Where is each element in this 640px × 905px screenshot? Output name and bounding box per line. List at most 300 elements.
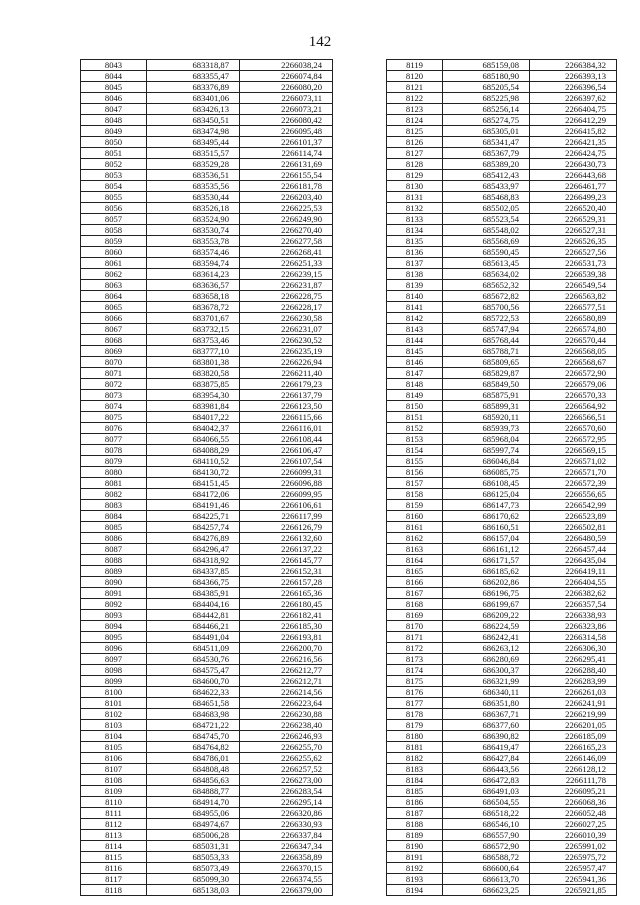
x-coordinate-cell: 684856,63 <box>147 775 240 786</box>
table-row <box>387 819 617 830</box>
y-coordinate-cell: 2266572,95 <box>530 434 617 445</box>
point-number-cell: 8152 <box>387 423 443 434</box>
table-row <box>81 687 333 698</box>
table-row <box>387 566 617 577</box>
x-coordinate-cell: 684786,01 <box>147 753 240 764</box>
point-number-cell: 8079 <box>81 456 147 467</box>
point-number-cell: 8088 <box>81 555 147 566</box>
x-coordinate-cell: 683594,74 <box>147 258 240 269</box>
x-coordinate-cell: 685590,45 <box>443 247 530 258</box>
point-number-cell: 8164 <box>387 555 443 566</box>
x-coordinate-cell: 683401,06 <box>147 93 240 104</box>
table-row <box>387 500 617 511</box>
point-number-cell: 8045 <box>81 82 147 93</box>
point-number-cell: 8121 <box>387 82 443 93</box>
point-number-cell: 8113 <box>81 830 147 841</box>
y-coordinate-cell: 2266201,05 <box>530 720 617 731</box>
point-number-cell: 8153 <box>387 434 443 445</box>
x-coordinate-cell: 684491,04 <box>147 632 240 643</box>
x-coordinate-cell: 684337,85 <box>147 566 240 577</box>
y-coordinate-cell: 2266577,51 <box>530 302 617 313</box>
y-coordinate-cell: 2266073,11 <box>240 93 333 104</box>
point-number-cell: 8173 <box>387 654 443 665</box>
x-coordinate-cell: 683529,28 <box>147 159 240 170</box>
y-coordinate-cell: 2266080,42 <box>240 115 333 126</box>
point-number-cell: 8093 <box>81 610 147 621</box>
x-coordinate-cell: 684366,75 <box>147 577 240 588</box>
y-coordinate-cell: 2266114,74 <box>240 148 333 159</box>
x-coordinate-cell: 683526,18 <box>147 203 240 214</box>
table-row <box>81 302 333 313</box>
y-coordinate-cell: 2266323,86 <box>530 621 617 632</box>
table-row <box>81 841 333 852</box>
point-number-cell: 8148 <box>387 379 443 390</box>
table-row <box>81 324 333 335</box>
y-coordinate-cell: 2266393,13 <box>530 71 617 82</box>
table-row <box>81 247 333 258</box>
x-coordinate-cell: 685920,11 <box>443 412 530 423</box>
x-coordinate-cell: 684225,71 <box>147 511 240 522</box>
y-coordinate-cell: 2266182,41 <box>240 610 333 621</box>
point-number-cell: 8064 <box>81 291 147 302</box>
table-row <box>387 423 617 434</box>
y-coordinate-cell: 2266421,35 <box>530 137 617 148</box>
x-coordinate-cell: 684442,81 <box>147 610 240 621</box>
table-row <box>387 313 617 324</box>
table-row <box>81 467 333 478</box>
table-row <box>81 236 333 247</box>
point-number-cell: 8184 <box>387 775 443 786</box>
table-row <box>81 731 333 742</box>
point-number-cell: 8176 <box>387 687 443 698</box>
y-coordinate-cell: 2266568,67 <box>530 357 617 368</box>
point-number-cell: 8105 <box>81 742 147 753</box>
table-row <box>81 830 333 841</box>
table-row <box>81 852 333 863</box>
point-number-cell: 8091 <box>81 588 147 599</box>
point-number-cell: 8174 <box>387 665 443 676</box>
table-row <box>387 225 617 236</box>
x-coordinate-cell: 686263,12 <box>443 643 530 654</box>
table-row <box>387 324 617 335</box>
x-coordinate-cell: 686427,84 <box>443 753 530 764</box>
y-coordinate-cell: 2266099,31 <box>240 467 333 478</box>
table-row <box>81 588 333 599</box>
point-number-cell: 8127 <box>387 148 443 159</box>
y-coordinate-cell: 2266068,36 <box>530 797 617 808</box>
table-row <box>387 126 617 137</box>
y-coordinate-cell: 2266181,78 <box>240 181 333 192</box>
table-row <box>81 269 333 280</box>
y-coordinate-cell: 2266073,21 <box>240 104 333 115</box>
point-number-cell: 8178 <box>387 709 443 720</box>
point-number-cell: 8177 <box>387 698 443 709</box>
point-number-cell: 8102 <box>81 709 147 720</box>
y-coordinate-cell: 2265957,47 <box>530 863 617 874</box>
x-coordinate-cell: 684088,29 <box>147 445 240 456</box>
x-coordinate-cell: 686147,73 <box>443 500 530 511</box>
table-row <box>387 71 617 82</box>
y-coordinate-cell: 2266520,40 <box>530 203 617 214</box>
table-row <box>387 181 617 192</box>
point-number-cell: 8145 <box>387 346 443 357</box>
y-coordinate-cell: 2266255,70 <box>240 742 333 753</box>
table-row <box>387 258 617 269</box>
table-row <box>387 720 617 731</box>
point-number-cell: 8162 <box>387 533 443 544</box>
x-coordinate-cell: 686224,59 <box>443 621 530 632</box>
y-coordinate-cell: 2266101,37 <box>240 137 333 148</box>
point-number-cell: 8053 <box>81 170 147 181</box>
coordinates-table-right-body <box>387 60 617 896</box>
y-coordinate-cell: 2266382,62 <box>530 588 617 599</box>
table-row <box>81 434 333 445</box>
x-coordinate-cell: 683530,74 <box>147 225 240 236</box>
y-coordinate-cell: 2266314,58 <box>530 632 617 643</box>
y-coordinate-cell: 2266095,48 <box>240 126 333 137</box>
x-coordinate-cell: 686157,04 <box>443 533 530 544</box>
x-coordinate-cell: 683318,87 <box>147 60 240 71</box>
y-coordinate-cell: 2266223,64 <box>240 698 333 709</box>
x-coordinate-cell: 685205,54 <box>443 82 530 93</box>
y-coordinate-cell: 2266397,62 <box>530 93 617 104</box>
point-number-cell: 8066 <box>81 313 147 324</box>
point-number-cell: 8054 <box>81 181 147 192</box>
x-coordinate-cell: 683801,38 <box>147 357 240 368</box>
point-number-cell: 8095 <box>81 632 147 643</box>
table-row <box>387 390 617 401</box>
y-coordinate-cell: 2266415,82 <box>530 126 617 137</box>
table-row <box>81 555 333 566</box>
x-coordinate-cell: 685256,14 <box>443 104 530 115</box>
table-row <box>81 335 333 346</box>
table-row <box>81 192 333 203</box>
point-number-cell: 8081 <box>81 478 147 489</box>
table-row <box>387 379 617 390</box>
x-coordinate-cell: 685073,49 <box>147 863 240 874</box>
table-row <box>387 863 617 874</box>
x-coordinate-cell: 686504,55 <box>443 797 530 808</box>
x-coordinate-cell: 684257,74 <box>147 522 240 533</box>
point-number-cell: 8115 <box>81 852 147 863</box>
point-number-cell: 8057 <box>81 214 147 225</box>
point-number-cell: 8130 <box>387 181 443 192</box>
point-number-cell: 8111 <box>81 808 147 819</box>
y-coordinate-cell: 2266074,84 <box>240 71 333 82</box>
table-row <box>81 137 333 148</box>
table-row <box>387 687 617 698</box>
y-coordinate-cell: 2266358,89 <box>240 852 333 863</box>
x-coordinate-cell: 683524,90 <box>147 214 240 225</box>
y-coordinate-cell: 2266246,93 <box>240 731 333 742</box>
point-number-cell: 8157 <box>387 478 443 489</box>
point-number-cell: 8187 <box>387 808 443 819</box>
x-coordinate-cell: 684683,98 <box>147 709 240 720</box>
y-coordinate-cell: 2266225,53 <box>240 203 333 214</box>
y-coordinate-cell: 2266570,44 <box>530 335 617 346</box>
coordinates-table-left-body <box>81 60 333 896</box>
table-row <box>81 797 333 808</box>
x-coordinate-cell: 683658,18 <box>147 291 240 302</box>
x-coordinate-cell: 686160,51 <box>443 522 530 533</box>
x-coordinate-cell: 683636,57 <box>147 280 240 291</box>
x-coordinate-cell: 683553,78 <box>147 236 240 247</box>
x-coordinate-cell: 685099,30 <box>147 874 240 885</box>
y-coordinate-cell: 2266080,20 <box>240 82 333 93</box>
y-coordinate-cell: 2266572,90 <box>530 368 617 379</box>
y-coordinate-cell: 2266568,05 <box>530 346 617 357</box>
y-coordinate-cell: 2266152,31 <box>240 566 333 577</box>
point-number-cell: 8099 <box>81 676 147 687</box>
table-row <box>81 456 333 467</box>
y-coordinate-cell: 2266131,69 <box>240 159 333 170</box>
x-coordinate-cell: 683954,30 <box>147 390 240 401</box>
y-coordinate-cell: 2266095,21 <box>530 786 617 797</box>
point-number-cell: 8194 <box>387 885 443 896</box>
y-coordinate-cell: 2266193,81 <box>240 632 333 643</box>
x-coordinate-cell: 686367,71 <box>443 709 530 720</box>
x-coordinate-cell: 685031,31 <box>147 841 240 852</box>
table-row <box>387 357 617 368</box>
table-row <box>387 522 617 533</box>
point-number-cell: 8087 <box>81 544 147 555</box>
point-number-cell: 8150 <box>387 401 443 412</box>
y-coordinate-cell: 2266564,92 <box>530 401 617 412</box>
y-coordinate-cell: 2266430,73 <box>530 159 617 170</box>
point-number-cell: 8106 <box>81 753 147 764</box>
page-number: 142 <box>308 34 332 50</box>
point-number-cell: 8107 <box>81 764 147 775</box>
table-row <box>81 412 333 423</box>
x-coordinate-cell: 683732,15 <box>147 324 240 335</box>
table-row <box>81 511 333 522</box>
y-coordinate-cell: 2266526,35 <box>530 236 617 247</box>
table-row <box>81 225 333 236</box>
y-coordinate-cell: 2266424,75 <box>530 148 617 159</box>
y-coordinate-cell: 2266570,33 <box>530 390 617 401</box>
x-coordinate-cell: 685548,02 <box>443 225 530 236</box>
table-row <box>81 874 333 885</box>
x-coordinate-cell: 683536,51 <box>147 170 240 181</box>
y-coordinate-cell: 2266137,22 <box>240 544 333 555</box>
x-coordinate-cell: 686572,90 <box>443 841 530 852</box>
table-row <box>387 104 617 115</box>
table-row <box>81 709 333 720</box>
y-coordinate-cell: 2266226,94 <box>240 357 333 368</box>
point-number-cell: 8084 <box>81 511 147 522</box>
point-number-cell: 8089 <box>81 566 147 577</box>
x-coordinate-cell: 683753,46 <box>147 335 240 346</box>
table-row <box>387 60 617 71</box>
y-coordinate-cell: 2266231,87 <box>240 280 333 291</box>
table-row <box>81 280 333 291</box>
y-coordinate-cell: 2266230,52 <box>240 335 333 346</box>
point-number-cell: 8070 <box>81 357 147 368</box>
table-row <box>387 544 617 555</box>
y-coordinate-cell: 2266330,93 <box>240 819 333 830</box>
point-number-cell: 8072 <box>81 379 147 390</box>
point-number-cell: 8160 <box>387 511 443 522</box>
x-coordinate-cell: 684296,47 <box>147 544 240 555</box>
y-coordinate-cell: 2265991,02 <box>530 841 617 852</box>
point-number-cell: 8101 <box>81 698 147 709</box>
point-number-cell: 8133 <box>387 214 443 225</box>
y-coordinate-cell: 2265975,72 <box>530 852 617 863</box>
y-coordinate-cell: 2266216,56 <box>240 654 333 665</box>
table-row <box>81 610 333 621</box>
point-number-cell: 8118 <box>81 885 147 896</box>
table-row <box>387 621 617 632</box>
x-coordinate-cell: 685899,31 <box>443 401 530 412</box>
x-coordinate-cell: 684318,92 <box>147 555 240 566</box>
x-coordinate-cell: 683376,89 <box>147 82 240 93</box>
point-number-cell: 8166 <box>387 577 443 588</box>
point-number-cell: 8128 <box>387 159 443 170</box>
y-coordinate-cell: 2266200,70 <box>240 643 333 654</box>
table-row <box>387 192 617 203</box>
table-row <box>81 808 333 819</box>
table-row <box>387 214 617 225</box>
x-coordinate-cell: 686300,37 <box>443 665 530 676</box>
point-number-cell: 8135 <box>387 236 443 247</box>
y-coordinate-cell: 2266228,75 <box>240 291 333 302</box>
point-number-cell: 8151 <box>387 412 443 423</box>
point-number-cell: 8083 <box>81 500 147 511</box>
point-number-cell: 8180 <box>387 731 443 742</box>
x-coordinate-cell: 683981,84 <box>147 401 240 412</box>
table-row <box>387 775 617 786</box>
y-coordinate-cell: 2266571,02 <box>530 456 617 467</box>
point-number-cell: 8191 <box>387 852 443 863</box>
point-number-cell: 8109 <box>81 786 147 797</box>
table-row <box>387 610 617 621</box>
point-number-cell: 8117 <box>81 874 147 885</box>
y-coordinate-cell: 2266230,88 <box>240 709 333 720</box>
point-number-cell: 8158 <box>387 489 443 500</box>
table-row <box>387 489 617 500</box>
table-row <box>81 181 333 192</box>
y-coordinate-cell: 2266230,58 <box>240 313 333 324</box>
table-row <box>81 203 333 214</box>
y-coordinate-cell: 2266106,47 <box>240 445 333 456</box>
table-row <box>387 280 617 291</box>
y-coordinate-cell: 2266502,81 <box>530 522 617 533</box>
table-row <box>81 379 333 390</box>
table-row <box>81 665 333 676</box>
point-number-cell: 8124 <box>387 115 443 126</box>
y-coordinate-cell: 2266499,23 <box>530 192 617 203</box>
point-number-cell: 8142 <box>387 313 443 324</box>
x-coordinate-cell: 686472,83 <box>443 775 530 786</box>
table-row <box>81 533 333 544</box>
table-row <box>81 720 333 731</box>
point-number-cell: 8071 <box>81 368 147 379</box>
point-number-cell: 8049 <box>81 126 147 137</box>
table-row <box>81 214 333 225</box>
y-coordinate-cell: 2266579,06 <box>530 379 617 390</box>
table-row <box>81 654 333 665</box>
table-row <box>387 170 617 181</box>
table-row <box>387 665 617 676</box>
point-number-cell: 8125 <box>387 126 443 137</box>
point-number-cell: 8097 <box>81 654 147 665</box>
table-row <box>387 346 617 357</box>
point-number-cell: 8076 <box>81 423 147 434</box>
point-number-cell: 8065 <box>81 302 147 313</box>
y-coordinate-cell: 2266563,82 <box>530 291 617 302</box>
x-coordinate-cell: 686046,84 <box>443 456 530 467</box>
table-row <box>81 115 333 126</box>
point-number-cell: 8143 <box>387 324 443 335</box>
point-number-cell: 8082 <box>81 489 147 500</box>
y-coordinate-cell: 2266107,54 <box>240 456 333 467</box>
table-row <box>81 775 333 786</box>
y-coordinate-cell: 2266257,52 <box>240 764 333 775</box>
table-row <box>387 841 617 852</box>
table-row <box>387 555 617 566</box>
y-coordinate-cell: 2266288,40 <box>530 665 617 676</box>
y-coordinate-cell: 2266145,77 <box>240 555 333 566</box>
table-row <box>81 522 333 533</box>
point-number-cell: 8110 <box>81 797 147 808</box>
point-number-cell: 8188 <box>387 819 443 830</box>
point-number-cell: 8175 <box>387 676 443 687</box>
table-row <box>387 709 617 720</box>
x-coordinate-cell: 685568,69 <box>443 236 530 247</box>
x-coordinate-cell: 686199,67 <box>443 599 530 610</box>
point-number-cell: 8092 <box>81 599 147 610</box>
y-coordinate-cell: 2266165,36 <box>240 588 333 599</box>
point-number-cell: 8059 <box>81 236 147 247</box>
table-row <box>81 159 333 170</box>
point-number-cell: 8163 <box>387 544 443 555</box>
table-row <box>81 258 333 269</box>
y-coordinate-cell: 2266146,09 <box>530 753 617 764</box>
y-coordinate-cell: 2266273,00 <box>240 775 333 786</box>
y-coordinate-cell: 2266531,73 <box>530 258 617 269</box>
x-coordinate-cell: 685225,98 <box>443 93 530 104</box>
y-coordinate-cell: 2266295,14 <box>240 797 333 808</box>
point-number-cell: 8056 <box>81 203 147 214</box>
table-row <box>81 390 333 401</box>
table-row <box>81 577 333 588</box>
point-number-cell: 8189 <box>387 830 443 841</box>
x-coordinate-cell: 685700,56 <box>443 302 530 313</box>
x-coordinate-cell: 683530,44 <box>147 192 240 203</box>
x-coordinate-cell: 685672,82 <box>443 291 530 302</box>
x-coordinate-cell: 683875,85 <box>147 379 240 390</box>
table-row <box>387 742 617 753</box>
y-coordinate-cell: 2265941,36 <box>530 874 617 885</box>
table-row <box>387 830 617 841</box>
y-coordinate-cell: 2266283,54 <box>240 786 333 797</box>
table-row <box>387 368 617 379</box>
x-coordinate-cell: 686623,25 <box>443 885 530 896</box>
y-coordinate-cell: 2266212,71 <box>240 676 333 687</box>
x-coordinate-cell: 684276,89 <box>147 533 240 544</box>
y-coordinate-cell: 2266203,40 <box>240 192 333 203</box>
x-coordinate-cell: 686125,04 <box>443 489 530 500</box>
table-row <box>387 401 617 412</box>
table-row <box>387 698 617 709</box>
table-row <box>387 159 617 170</box>
y-coordinate-cell: 2266556,65 <box>530 489 617 500</box>
table-row <box>387 467 617 478</box>
point-number-cell: 8155 <box>387 456 443 467</box>
table-row <box>81 423 333 434</box>
table-row <box>81 753 333 764</box>
point-number-cell: 8147 <box>387 368 443 379</box>
